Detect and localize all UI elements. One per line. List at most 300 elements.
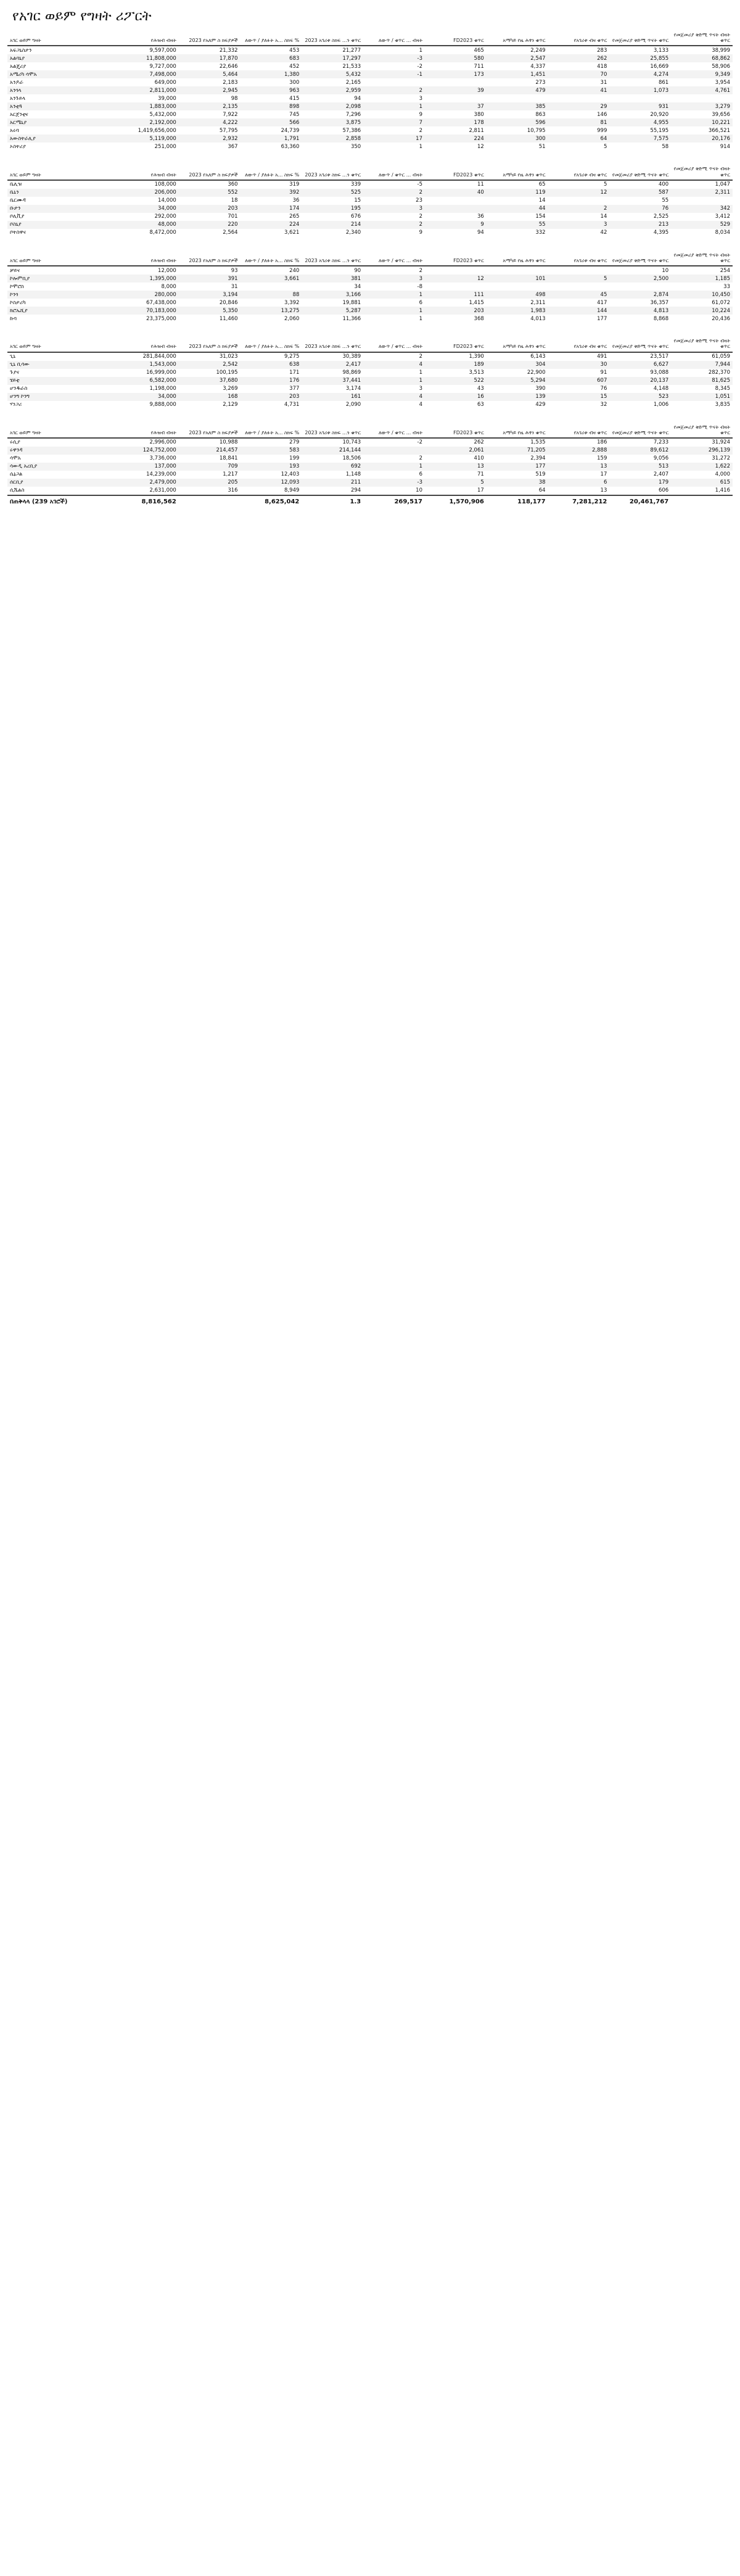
value-cell: 21,533 — [342, 63, 361, 70]
value-cell — [425, 266, 487, 275]
table-row — [7, 213, 733, 221]
country-name-cell: ሰርቢያ — [7, 479, 117, 487]
country-table-block — [7, 423, 733, 508]
country-name-cell: ኩባ — [10, 315, 17, 322]
table-row — [7, 46, 733, 54]
column-header[interactable]: አገር ወይም ግዛት — [7, 423, 117, 438]
value-cell: 17,870 — [179, 54, 240, 62]
value-cell: 179 — [609, 479, 671, 487]
column-header[interactable]: ለውጥ / ቁጥር ... ብዛት — [363, 423, 425, 438]
column-header[interactable]: ለውጥ / ያለፉት አ... ስክፍ % — [240, 250, 302, 266]
value-cell — [240, 283, 302, 291]
value-cell: 57,386 — [342, 127, 361, 134]
value-cell: 452 — [289, 63, 300, 70]
value-cell: 139 — [487, 393, 548, 401]
column-header[interactable]: ለውጥ / ቁጥር ... ብዛት — [363, 336, 425, 352]
value-cell: 2,417 — [302, 361, 363, 369]
value-cell: 2,249 — [530, 47, 546, 54]
column-header[interactable]: የመጀመሪያ ቅድሚ ጥናት ብዛት ቁጥር — [671, 423, 733, 438]
column-header[interactable]: 2023 የአለም ስ ክፍያዎች — [179, 423, 240, 438]
value-cell: 16 — [425, 393, 487, 401]
value-cell: 2,631,000 — [149, 487, 176, 494]
value-cell: 10,988 — [219, 439, 238, 446]
column-header[interactable]: አማካይ የዜ ሕፃን ቁጥር — [487, 164, 548, 180]
value-cell: 3,166 — [302, 291, 363, 299]
value-cell: 214,144 — [302, 447, 363, 455]
value-cell: 914 — [720, 143, 730, 150]
value-cell: 101 — [487, 275, 548, 283]
value-cell: 1,198,000 — [149, 386, 176, 392]
value-cell: 5,287 — [302, 307, 363, 315]
value-cell: 13 — [425, 463, 487, 471]
table-row — [7, 299, 733, 307]
value-cell: 2,945 — [179, 86, 240, 94]
value-cell: 2,542 — [179, 361, 240, 369]
value-cell: 119 — [487, 189, 548, 197]
value-cell: 10 — [416, 487, 422, 494]
column-header[interactable]: FD2023 ቁጥር — [425, 336, 487, 352]
column-header[interactable]: 2023 አገሪቱ ስክፍ ...ን ቁጥር — [302, 30, 363, 46]
value-cell: 3 — [363, 275, 425, 283]
column-header[interactable]: የሕዝብ ብዛት — [117, 250, 179, 266]
value-cell: 5,119,000 — [117, 134, 179, 142]
value-cell: 68,862 — [671, 54, 733, 62]
value-cell: 3,392 — [284, 299, 300, 306]
value-cell: 14 — [600, 213, 607, 220]
column-header[interactable]: ለውጥ / ያለፉት አ... ስክፍ % — [240, 336, 302, 352]
value-cell: 17 — [600, 471, 607, 478]
value-cell: 6,582,000 — [117, 377, 179, 385]
value-cell: 676 — [350, 213, 361, 220]
column-header[interactable]: የሕዝብ ብዛት — [117, 30, 179, 46]
country-name-cell: ቦትስዋና — [10, 229, 26, 236]
value-cell: 168 — [179, 393, 240, 401]
value-cell: 39,000 — [158, 95, 176, 102]
value-cell: 205 — [179, 479, 240, 487]
total-value-cell: 8,816,562 — [117, 495, 179, 508]
value-cell: 366,521 — [708, 127, 730, 134]
value-cell: 144 — [548, 307, 610, 315]
value-cell: 2 — [419, 213, 422, 220]
value-cell: 519 — [535, 471, 546, 478]
value-cell: 98,869 — [342, 369, 361, 376]
column-header[interactable]: ለውጥ / ቁጥር ... ብዛት — [363, 250, 425, 266]
value-cell — [548, 94, 610, 102]
column-header[interactable]: የመጀመሪያ ቅድሚ ጥናት ቁጥር — [609, 250, 671, 266]
value-cell: 10,224 — [671, 307, 733, 315]
column-header[interactable]: የሕዝብ ብዛት — [117, 336, 179, 352]
value-cell: 5 — [603, 143, 607, 150]
country-table — [7, 30, 733, 151]
value-cell: 14,000 — [158, 197, 176, 204]
value-cell: 21,277 — [342, 47, 361, 54]
country-table-block — [7, 164, 733, 236]
value-cell: 40 — [425, 189, 487, 197]
country-table-block — [7, 336, 733, 408]
country-name-cell: ኮስታሪካ — [10, 299, 26, 306]
value-cell: 20,846 — [219, 299, 238, 306]
table-row — [7, 229, 733, 237]
value-cell: 254 — [720, 267, 730, 274]
value-cell: -1 — [363, 70, 425, 78]
table-row — [7, 110, 733, 118]
value-cell: 9 — [419, 229, 422, 236]
column-header[interactable]: FD2023 ቁጥር — [425, 30, 487, 46]
column-header[interactable]: አማካይ የዜ ሕፃን ቁጥር — [487, 336, 548, 352]
value-cell: 7,233 — [653, 439, 669, 446]
country-name-cell: አንጉይላ — [10, 95, 25, 102]
table-row — [7, 142, 733, 151]
column-header[interactable]: የመጀመሪያ ቅድሚ ጥናት ብዛት ቁጥር — [671, 164, 733, 180]
column-header[interactable]: አማካይ የዜ ሕፃን ቁጥር — [487, 30, 548, 46]
value-cell: 76 — [600, 386, 607, 392]
value-cell: 2,183 — [223, 79, 238, 86]
value-cell: 24,739 — [281, 127, 300, 134]
value-cell: 525 — [302, 189, 363, 197]
column-header[interactable]: የአገሪቱ ብዛ ቁጥር — [548, 250, 610, 266]
value-cell: 2,061 — [425, 447, 487, 455]
value-cell: 6 — [419, 299, 422, 306]
value-cell: 76 — [609, 205, 671, 213]
value-cell: 15 — [548, 393, 610, 401]
value-cell: 8,000 — [161, 283, 176, 290]
value-cell: 36,357 — [650, 299, 669, 306]
value-cell — [487, 94, 548, 102]
value-cell: 2,192,000 — [117, 118, 179, 126]
value-cell: 1 — [363, 291, 425, 299]
value-cell: 11,808,000 — [117, 54, 179, 62]
value-cell: 8,949 — [284, 487, 300, 494]
value-cell: 71,205 — [487, 447, 548, 455]
column-header[interactable]: አማካይ የዜ ሕፃን ቁጥር — [487, 423, 548, 438]
country-name-cell: ኮሞሮስ — [10, 283, 24, 290]
column-header[interactable]: ለውጥ / ያለፉት አ... ስክፍ % — [240, 30, 302, 46]
value-cell: 124,752,000 — [117, 447, 179, 455]
column-header[interactable]: 2023 አገሪቱ ስክፍ ...ን ቁጥር — [302, 164, 363, 180]
value-cell: 1,380 — [240, 70, 302, 78]
value-cell: 3,194 — [179, 291, 240, 299]
value-cell: 2 — [419, 455, 422, 462]
column-header[interactable]: አገር ወይም ግዛት — [7, 336, 117, 352]
column-header[interactable]: የመጀመሪያ ቅድሚ ጥናት ብዛት ቁጥር — [671, 30, 733, 46]
value-cell: 300 — [487, 134, 548, 142]
value-cell: 283 — [597, 47, 607, 54]
table-row — [7, 471, 733, 479]
value-cell: 31,272 — [712, 455, 730, 462]
value-cell: 262 — [474, 439, 484, 446]
table-row — [7, 283, 733, 291]
table-row — [7, 315, 733, 323]
country-name-cell: አንዶራ — [10, 79, 23, 86]
value-cell: 1,185 — [671, 275, 733, 283]
value-cell: 5,464 — [179, 70, 240, 78]
value-cell: 2,874 — [609, 291, 671, 299]
value-cell: 415 — [289, 95, 300, 102]
table-row — [7, 401, 733, 409]
value-cell — [548, 283, 610, 291]
column-header[interactable]: የአገሪቱ ብዛ ቁጥር — [548, 164, 610, 180]
value-cell: 81 — [548, 118, 610, 126]
column-header[interactable]: የመጀመሪያ ቅድሚ ጥናት ቁጥር — [609, 423, 671, 438]
value-cell: 3,269 — [223, 386, 238, 392]
value-cell: 58 — [662, 143, 669, 150]
value-cell: 9,597,000 — [149, 47, 176, 54]
value-cell: 11,460 — [219, 315, 238, 322]
value-cell: 2,340 — [345, 229, 361, 236]
column-header[interactable]: የመጀመሪያ ቅድሚ ጥናት ቁጥር — [609, 30, 671, 46]
column-header[interactable]: የሕዝብ ብዛት — [117, 164, 179, 180]
value-cell: 2,959 — [302, 86, 363, 94]
value-cell: 23,517 — [650, 353, 669, 360]
value-cell: 34,000 — [117, 205, 179, 213]
value-cell: 529 — [671, 221, 733, 229]
value-cell: 2,500 — [609, 275, 671, 283]
value-cell: 282,370 — [708, 369, 730, 376]
value-cell: 2,135 — [179, 102, 240, 110]
value-cell: 2,888 — [548, 447, 610, 455]
value-cell: 15 — [354, 197, 361, 204]
value-cell: 159 — [597, 455, 607, 462]
value-cell: 174 — [240, 205, 302, 213]
value-cell: 161 — [302, 393, 363, 401]
country-name-cell: ቤኒን — [7, 189, 117, 197]
value-cell: 368 — [474, 315, 484, 322]
column-header[interactable]: 2023 አገሪቱ ስክፍ ...ን ቁጥር — [302, 336, 363, 352]
value-cell: 2 — [363, 189, 425, 197]
country-name-cell: አሩባ — [10, 127, 19, 134]
value-cell: 211 — [302, 479, 363, 487]
column-header[interactable]: 2023 አገሪቱ ስክፍ ...ን ቁጥር — [302, 423, 363, 438]
value-cell: 11,366 — [342, 315, 361, 322]
table-row — [7, 221, 733, 229]
column-header[interactable]: FD2023 ቁጥር — [425, 423, 487, 438]
value-cell: 9,275 — [284, 353, 300, 360]
table-row — [7, 385, 733, 393]
value-cell: 64 — [548, 134, 610, 142]
value-cell: 8,472,000 — [149, 229, 176, 236]
value-cell: 498 — [487, 291, 548, 299]
table-row — [7, 70, 733, 78]
value-cell: 41 — [548, 86, 610, 94]
column-header[interactable]: የመጀመሪያ ቅድሚ ጥናት ቁጥር — [609, 164, 671, 180]
value-cell: 220 — [179, 221, 240, 229]
value-cell: 173 — [425, 70, 487, 78]
value-cell: 367 — [228, 143, 238, 150]
report-panels — [7, 30, 733, 508]
value-cell: 332 — [535, 229, 546, 236]
value-cell: 2,407 — [653, 471, 669, 478]
column-header[interactable]: የአገሪቱ ብዛ ቁጥር — [548, 423, 610, 438]
value-cell: 3,954 — [715, 79, 730, 86]
value-cell: 3,661 — [240, 275, 302, 283]
value-cell: 98 — [231, 95, 238, 102]
value-cell: 8,345 — [715, 386, 730, 392]
value-cell: 214 — [302, 221, 363, 229]
value-cell: 683 — [240, 54, 302, 62]
value-cell: 31 — [600, 79, 607, 86]
column-header[interactable]: 2023 የአለም ስ ክፍያዎች — [179, 30, 240, 46]
value-cell: 45 — [548, 291, 610, 299]
value-cell: 81,625 — [671, 377, 733, 385]
value-cell: 552 — [179, 189, 240, 197]
value-cell: 1,415 — [469, 299, 484, 306]
column-header[interactable]: የመጀመሪያ ቅድሚ ጥናት ብዛት ቁጥር — [671, 336, 733, 352]
value-cell: 2,858 — [302, 134, 363, 142]
value-cell: 566 — [240, 118, 302, 126]
value-cell: 1 — [419, 315, 422, 322]
value-cell: 3 — [419, 95, 422, 102]
value-cell: 30,389 — [342, 353, 361, 360]
value-cell: 1,883,000 — [117, 102, 179, 110]
country-table — [7, 164, 733, 236]
value-cell: 292,000 — [154, 213, 176, 220]
value-cell: 4,274 — [609, 70, 671, 78]
country-table — [7, 423, 733, 508]
value-cell — [548, 197, 610, 205]
value-cell: 12,403 — [281, 471, 300, 478]
column-header[interactable]: አገር ወይም ግዛት — [7, 250, 117, 266]
value-cell: 2 — [419, 353, 422, 360]
column-header[interactable]: አገር ወይም ግዛት — [7, 164, 117, 180]
table-row — [7, 102, 733, 110]
column-header[interactable]: FD2023 ቁጥር — [425, 250, 487, 266]
value-cell: 32 — [600, 402, 607, 408]
country-name-cell: አንቲጓ — [7, 102, 117, 110]
column-header[interactable]: የመጀመሪያ ቅድሚ ጥናት ብዛት ቁጥር — [671, 250, 733, 266]
total-value-cell — [179, 495, 240, 508]
value-cell: 1 — [363, 307, 425, 315]
country-name-cell: ጊኒ ቢሳው — [7, 361, 117, 369]
value-cell: 2 — [419, 127, 422, 134]
value-cell: 1,390 — [469, 353, 484, 360]
value-cell: 649,000 — [154, 79, 176, 86]
value-cell: -2 — [417, 63, 422, 70]
country-name-cell: ኦስትሪያ — [10, 143, 26, 150]
value-cell: -3 — [363, 479, 425, 487]
column-header[interactable]: ለውጥ / ያለፉት አ... ስክፍ % — [240, 423, 302, 438]
value-cell: 16,669 — [650, 63, 669, 70]
total-value-cell: 118,177 — [487, 495, 548, 508]
value-cell: 2,811 — [469, 127, 484, 134]
value-cell: 22,900 — [527, 369, 546, 376]
table-header-row — [7, 30, 733, 46]
value-cell: 2,564 — [223, 229, 238, 236]
column-header[interactable]: 2023 የአለም ስ ክፍያዎች — [179, 250, 240, 266]
value-cell: 1 — [363, 463, 425, 471]
value-cell: 8,034 — [715, 229, 730, 236]
country-name-cell: ቦስኒያ — [7, 221, 117, 229]
value-cell: 4,222 — [179, 118, 240, 126]
column-header[interactable]: FD2023 ቁጥር — [425, 164, 487, 180]
value-cell: 1 — [363, 377, 425, 385]
value-cell: 2,311 — [530, 299, 546, 306]
value-cell: 10,221 — [671, 118, 733, 126]
value-cell: 111 — [425, 291, 487, 299]
value-cell: 20,920 — [650, 111, 669, 118]
country-name-cell: ጉያና — [10, 369, 19, 376]
value-cell — [609, 94, 671, 102]
country-name-cell: ሲሼልስ — [10, 487, 25, 494]
value-cell: 9 — [419, 111, 422, 118]
country-name-cell: ሆንዱራስ — [10, 386, 28, 392]
column-header[interactable]: 2023 አገሪቱ ስክፍ ...ን ቁጥር — [302, 250, 363, 266]
total-value-cell: 1,570,906 — [425, 495, 487, 508]
value-cell: 14,239,000 — [146, 471, 176, 478]
value-cell: 4,013 — [530, 315, 546, 322]
column-header[interactable]: ለውጥ / ያለፉት አ... ስክፍ % — [240, 164, 302, 180]
value-cell: 94 — [477, 229, 484, 236]
value-cell: -3 — [363, 54, 425, 62]
column-header[interactable]: ለውጥ / ቁጥር ... ብዛት — [363, 30, 425, 46]
value-cell: 963 — [240, 86, 302, 94]
table-row — [7, 54, 733, 62]
value-cell: 587 — [609, 189, 671, 197]
value-cell: 6 — [548, 479, 610, 487]
value-cell: 615 — [671, 479, 733, 487]
total-value-cell — [671, 495, 733, 508]
value-cell: 745 — [289, 111, 300, 118]
value-cell: 2 — [548, 205, 610, 213]
value-cell: 203 — [425, 307, 487, 315]
table-row — [7, 393, 733, 401]
table-row — [7, 266, 733, 275]
value-cell: 607 — [548, 377, 610, 385]
value-cell: 4 — [363, 361, 425, 369]
table-row — [7, 438, 733, 447]
table-row — [7, 361, 733, 369]
column-header[interactable]: የመጀመሪያ ቅድሚ ጥናት ቁጥር — [609, 336, 671, 352]
value-cell: 19,881 — [342, 299, 361, 306]
country-table — [7, 250, 733, 323]
value-cell: 5 — [603, 181, 607, 188]
column-header[interactable]: የአገሪቱ ብዛ ቁጥር — [548, 30, 610, 46]
value-cell: 339 — [350, 181, 361, 188]
value-cell: 176 — [240, 377, 302, 385]
value-cell: 55 — [487, 221, 548, 229]
value-cell: 3,133 — [653, 47, 669, 54]
value-cell: 1 — [363, 102, 425, 110]
value-cell: 34,000 — [117, 393, 179, 401]
report-page — [0, 0, 740, 534]
value-cell: 390 — [535, 386, 546, 392]
value-cell: 381 — [302, 275, 363, 283]
value-cell: -2 — [417, 439, 422, 446]
value-cell: 2,090 — [345, 402, 361, 408]
column-header[interactable]: የሕዝብ ብዛት — [117, 423, 179, 438]
value-cell: 20,137 — [609, 377, 671, 385]
value-cell: 25,855 — [609, 54, 671, 62]
column-header[interactable]: 2023 የአለም ስ ክፍያዎች — [179, 164, 240, 180]
column-header[interactable]: አገር ወይም ግዛት — [7, 30, 117, 46]
column-header[interactable]: ለውጥ / ቁጥር ... ብዛት — [363, 164, 425, 180]
column-header[interactable]: 2023 የአለም ስ ክፍያዎች — [179, 336, 240, 352]
value-cell: 580 — [425, 54, 487, 62]
value-cell: 1,395,000 — [117, 275, 179, 283]
value-cell: 513 — [609, 463, 671, 471]
value-cell: 20,436 — [712, 315, 730, 322]
column-header[interactable]: የአገሪቱ ብዛ ቁጥር — [548, 336, 610, 352]
value-cell: 5,432,000 — [149, 111, 176, 118]
value-cell — [548, 266, 610, 275]
value-cell: 7,296 — [345, 111, 361, 118]
value-cell: 3,835 — [715, 402, 730, 408]
value-cell: 17,297 — [302, 54, 363, 62]
total-row — [7, 495, 733, 508]
value-cell: 2 — [363, 221, 425, 229]
value-cell: 13 — [548, 463, 610, 471]
value-cell: 280,000 — [117, 291, 179, 299]
column-header[interactable]: አማካይ የዜ ሕፃን ቁጥር — [487, 250, 548, 266]
